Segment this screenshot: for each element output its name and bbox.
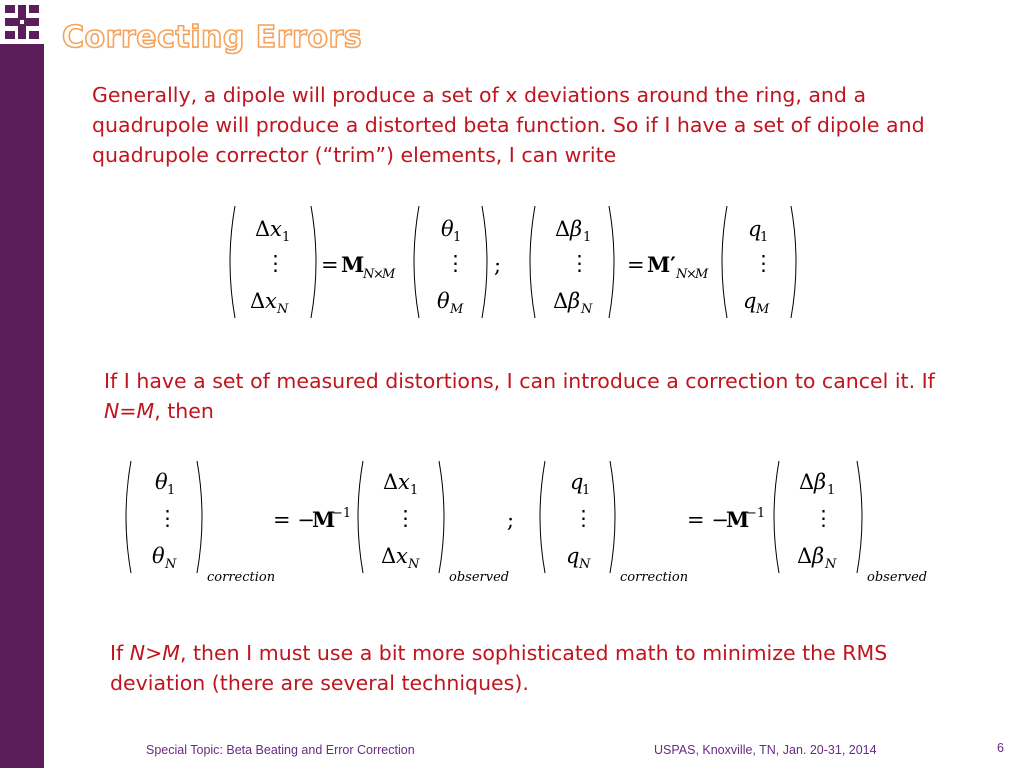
vertical-dots: ⋮ — [813, 506, 834, 530]
q-symbol: q — [566, 544, 580, 568]
vertical-dots: ⋮ — [569, 251, 590, 275]
delta-symbol: Δ — [255, 217, 271, 241]
subscript-1: 1 — [453, 230, 462, 245]
x-symbol: x — [398, 470, 410, 494]
theta-symbol: θ — [441, 217, 454, 241]
semicolon: ; — [494, 253, 502, 277]
times-sign: × — [686, 267, 697, 282]
x-symbol: x — [265, 289, 277, 313]
paragraph-text: If I have a set of measured distortions, I can introduce a correction to cancel it. If — [104, 369, 935, 393]
minus-equals-sign: = − — [687, 508, 729, 532]
subscript-M: M — [695, 267, 709, 282]
subscript-1: 1 — [410, 483, 419, 498]
matrix-M: M — [312, 507, 336, 532]
delta-symbol: Δ — [381, 544, 397, 568]
matrix-M-prime: M′ — [647, 252, 676, 277]
least-squares-paragraph — [110, 638, 970, 698]
footer-course-topic: Special Topic: Beta Beating and Error Correction — [146, 743, 415, 757]
subscript-1: 1 — [827, 483, 836, 498]
sidebar-strip — [0, 0, 44, 768]
subscript-N: N — [165, 557, 177, 572]
beta-symbol: β — [814, 470, 827, 494]
equals-sign: = — [627, 253, 645, 277]
subscript-1: 1 — [167, 483, 176, 498]
subscript-1: 1 — [760, 230, 769, 245]
q-symbol: q — [743, 289, 757, 313]
inverse-exponent: −1 — [332, 506, 352, 521]
equation-correction — [115, 455, 930, 590]
beta-symbol: β — [570, 217, 583, 241]
theta-symbol: θ — [152, 544, 165, 568]
minus-equals-sign: = − — [273, 508, 315, 532]
vertical-dots: ⋮ — [157, 506, 178, 530]
subscript-N: N — [581, 302, 593, 317]
subscript-N: N — [579, 557, 591, 572]
paragraph-text: , then — [154, 399, 214, 423]
vertical-dots: ⋮ — [395, 506, 416, 530]
inverse-exponent: −1 — [746, 506, 766, 521]
subscript-M: M — [450, 302, 464, 317]
vertical-dots: ⋮ — [753, 251, 774, 275]
subscript-1: 1 — [582, 483, 591, 498]
beta-symbol: β — [812, 544, 825, 568]
x-symbol: x — [270, 217, 282, 241]
beta-symbol: β — [568, 289, 581, 313]
q-symbol: q — [748, 217, 762, 241]
paragraph-text: , then I must use a bit more sophisticated math to minimize the RMS deviation (there are several techniques). — [110, 641, 888, 695]
slide-title: Correcting Errors — [62, 20, 363, 55]
page-number: 6 — [997, 741, 1004, 755]
delta-symbol: Δ — [553, 289, 569, 313]
theta-symbol: θ — [155, 470, 168, 494]
vertical-dots: ⋮ — [573, 506, 594, 530]
subscript-M: M — [756, 302, 770, 317]
subscript-1: 1 — [282, 230, 291, 245]
matrix-M: M — [341, 252, 365, 277]
footer-event-info: USPAS, Knoxville, TN, Jan. 20-31, 2014 — [654, 743, 877, 757]
theta-symbol: θ — [437, 289, 450, 313]
subscript-N: N — [363, 267, 375, 282]
delta-symbol: Δ — [555, 217, 571, 241]
delta-symbol: Δ — [250, 289, 266, 313]
delta-symbol: Δ — [797, 544, 813, 568]
vertical-dots: ⋮ — [265, 251, 286, 275]
q-symbol: q — [570, 470, 584, 494]
subscript-N: N — [277, 302, 289, 317]
subscript-M: M — [382, 267, 396, 282]
fermilab-logo — [0, 0, 44, 44]
subscript-N: N — [408, 557, 420, 572]
delta-symbol: Δ — [383, 470, 399, 494]
delta-symbol: Δ — [799, 470, 815, 494]
condition-n-equals-m: N=M — [104, 399, 155, 423]
label-correction: correction — [620, 570, 689, 585]
equation-trim-response — [215, 200, 815, 328]
correction-paragraph — [104, 366, 964, 426]
times-sign: × — [373, 267, 384, 282]
equals-sign: = — [321, 253, 339, 277]
label-observed: observed — [867, 570, 928, 585]
intro-paragraph: Generally, a dipole will produce a set of x deviations around the ring, and a quadrupole will produce a distorted beta function. So if I have a set of dipole and quadrupole corrector (“trim”) elements, I can write — [92, 83, 925, 167]
condition-n-greater-m: N>M — [129, 641, 180, 665]
paragraph-text: If — [110, 641, 130, 665]
subscript-N: N — [825, 557, 837, 572]
label-correction: correction — [207, 570, 276, 585]
label-observed: observed — [449, 570, 510, 585]
matrix-M: M — [726, 507, 750, 532]
vertical-dots: ⋮ — [445, 251, 466, 275]
x-symbol: x — [396, 544, 408, 568]
subscript-N: N — [676, 267, 688, 282]
semicolon: ; — [507, 508, 515, 532]
subscript-1: 1 — [583, 230, 592, 245]
